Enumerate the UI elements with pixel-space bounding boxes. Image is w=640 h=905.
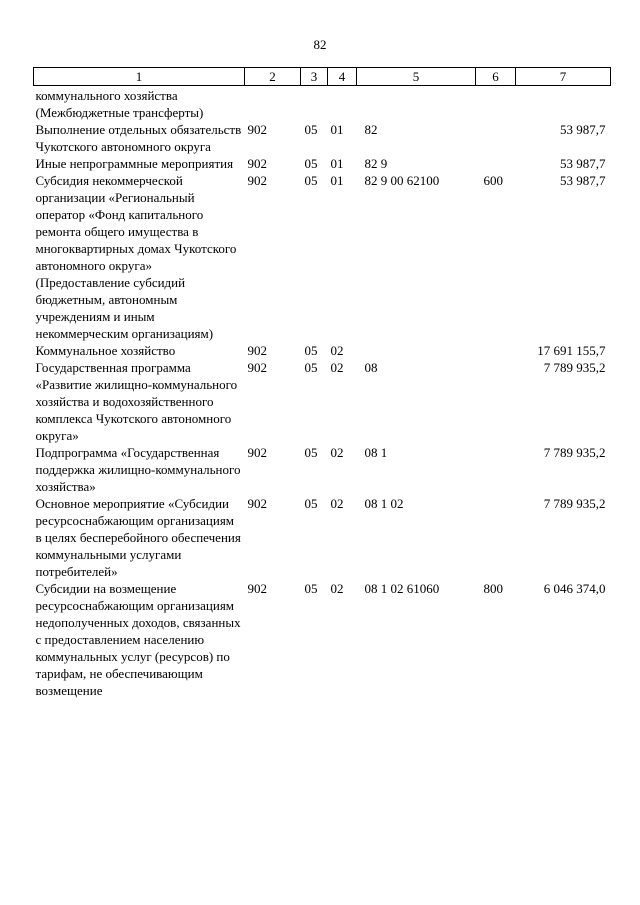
row-target-code: 08 [364,360,378,375]
row-amount: 6 046 374,0 [543,581,606,596]
table-row [34,155,611,172]
row-amount [516,86,611,122]
table-row [34,444,611,495]
row-name: Субсидии на возмещение ресурсоснабжающим организациям недополученных доходов, связанных с предоставлением населению коммунальных услуг (ресурсов) по тарифам, не обеспечивающим возмещение [35,581,241,698]
row-expense-type [476,342,516,359]
row-section [301,86,328,122]
row-name: Основное мероприятие «Субсидии ресурсоснабжающим организациям в целях бесперебойного обеспечения коммунальными услугами потребителей» [35,496,241,579]
row-amount: 53 987,7 [560,173,606,188]
row-section: 05 [304,445,318,460]
column-header-section: 3 [301,68,328,86]
row-expense-type [476,359,516,444]
row-admin-code: 902 [247,173,267,188]
table-row [34,495,611,580]
row-name: Государственная программа «Развитие жилищно-коммунального хозяйства и водохозяйственного комплекса Чукотского автономного округа» [35,360,238,443]
row-section: 05 [304,122,318,137]
row-target-code [357,86,476,122]
row-section: 05 [304,496,318,511]
row-subsection: 01 [330,156,344,171]
column-header-admin: 2 [245,68,301,86]
row-admin-code [245,86,301,122]
page-number: 82 [313,37,327,52]
table-row [34,342,611,359]
row-expense-type: 800 [483,581,503,596]
row-amount: 53 987,7 [560,156,606,171]
column-header-target: 5 [357,68,476,86]
row-expense-type [476,495,516,580]
table-row [34,580,611,699]
table-row [34,359,611,444]
column-header-amount: 7 [516,68,611,86]
row-subsection [328,86,357,122]
row-name: коммунального хозяйства (Межбюджетные трансферты) [35,88,204,120]
column-header-subsection: 4 [328,68,357,86]
budget-table [33,67,611,699]
row-section: 05 [304,173,318,188]
row-subsection: 02 [330,496,344,511]
row-amount: 17 691 155,7 [537,343,606,358]
row-name: Выполнение отдельных обязательств Чукотского автономного округа [35,122,242,154]
row-subsection: 02 [330,581,344,596]
row-expense-type [476,444,516,495]
table-row [34,121,611,155]
row-admin-code: 902 [247,122,267,137]
row-target-code: 08 1 02 [364,496,404,511]
row-section: 05 [304,360,318,375]
row-admin-code: 902 [247,581,267,596]
column-header-name: 1 [34,68,245,86]
row-target-code: 82 [364,122,378,137]
row-subsection: 01 [330,122,344,137]
row-section: 05 [304,156,318,171]
row-admin-code: 902 [247,496,267,511]
row-expense-type [476,121,516,155]
row-amount: 7 789 935,2 [543,445,606,460]
row-amount: 7 789 935,2 [543,360,606,375]
row-subsection: 02 [330,445,344,460]
row-name: Иные непрограммные мероприятия [35,156,234,171]
row-amount: 7 789 935,2 [543,496,606,511]
table-row [34,86,611,122]
row-expense-type [476,155,516,172]
row-subsection: 02 [330,343,344,358]
row-expense-type: 600 [483,173,503,188]
row-name: Субсидия некоммерческой организации «Региональный оператор «Фонд капитального ремонта общего имущества в многоквартирных домах Чукотского автономного округа» (Предоставление субсидий бюджетным, автономным учреждениям и иным некоммерческим организациям) [35,173,237,341]
table-header-row [34,68,611,86]
row-expense-type [476,86,516,122]
row-target-code: 82 9 [364,156,388,171]
table-row [34,172,611,342]
row-subsection: 02 [330,360,344,375]
row-name: Коммунальное хозяйство [35,343,176,358]
row-admin-code: 902 [247,445,267,460]
column-header-expense-type: 6 [476,68,516,86]
row-amount: 53 987,7 [560,122,606,137]
row-subsection: 01 [330,173,344,188]
row-target-code [357,342,476,359]
row-admin-code: 902 [247,156,267,171]
row-admin-code: 902 [247,360,267,375]
row-section: 05 [304,343,318,358]
row-target-code: 82 9 00 62100 [364,173,440,188]
row-target-code: 08 1 [364,445,388,460]
row-section: 05 [304,581,318,596]
row-name: Подпрограмма «Государственная поддержка жилищно-коммунального хозяйства» [35,445,241,494]
row-target-code: 08 1 02 61060 [364,581,440,596]
row-admin-code: 902 [247,343,267,358]
